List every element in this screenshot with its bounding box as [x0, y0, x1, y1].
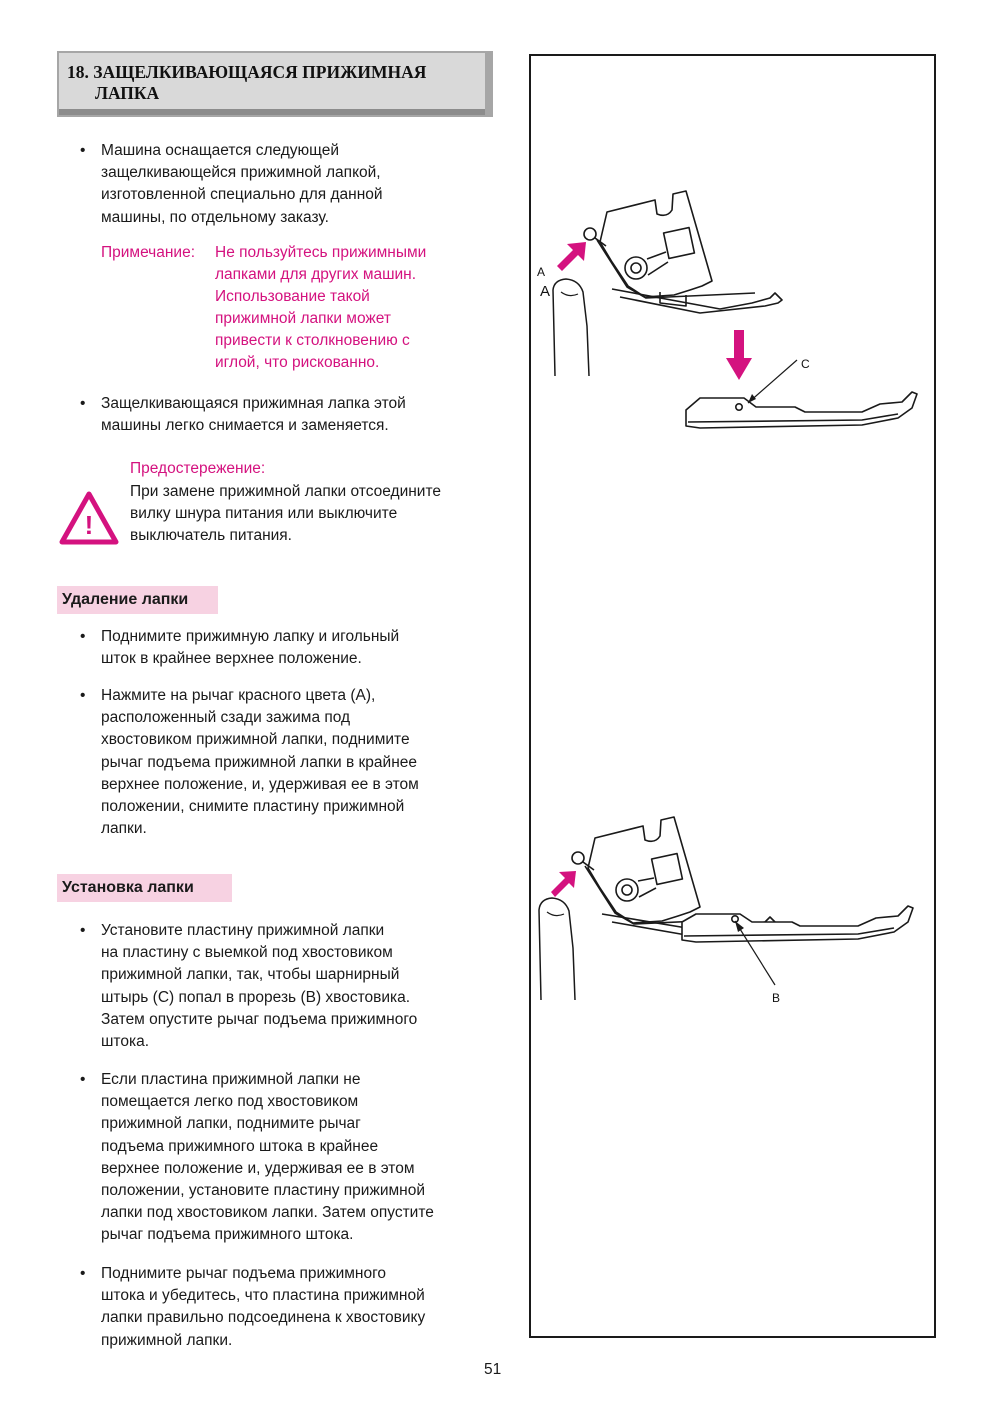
- text-line: штырь (С) попал в прорезь (В) хвостовика.: [101, 988, 411, 1006]
- text-line: Машина оснащается следующей: [101, 142, 340, 159]
- presser-foot-holder-bottom: [585, 817, 777, 936]
- bullet-dot: •: [80, 628, 86, 645]
- removal-heading-text: Удаление лапки: [62, 591, 189, 608]
- presser-foot-plate-top: [686, 392, 917, 428]
- bullet-dot: •: [80, 1071, 86, 1088]
- label-b: B: [772, 991, 781, 1005]
- text-line: При замене прижимной лапки отсоедините: [130, 483, 442, 500]
- text-line: лапки под хвостовиком лапки. Затем опустите: [101, 1204, 434, 1222]
- text-line: Если пластина прижимной лапки не: [101, 1071, 361, 1088]
- text-line: изготовленной специально для данной: [101, 186, 383, 204]
- leader-c: [748, 360, 797, 403]
- text-line: лапки.: [101, 820, 147, 838]
- presser-foot-plate-bottom: [682, 906, 913, 942]
- text-line: машины, по отдельному заказу.: [101, 208, 329, 226]
- bullet-dot: •: [80, 1265, 86, 1282]
- text-line: выключатель питания.: [130, 527, 292, 545]
- text-line: машины легко снимается и заменяется.: [101, 417, 389, 435]
- finger-top: [553, 279, 589, 376]
- page-number: 51: [484, 1361, 502, 1378]
- text-line: Установите пластину прижимной лапки: [101, 922, 385, 939]
- section-title-line2: ЛАПКА: [95, 83, 160, 103]
- text-line: прижимной лапки, поднимите рычаг: [101, 1115, 361, 1133]
- text-line: верхнее положение и, удерживая ее в этом: [101, 1159, 415, 1177]
- install-heading-text: Установка лапки: [62, 879, 194, 896]
- label-a-small: A: [537, 265, 546, 279]
- finger-bottom: [539, 898, 575, 1000]
- text-line: рычаг подъема прижимной лапки в крайнее: [101, 753, 418, 771]
- text-line: прижимной лапки.: [101, 1331, 233, 1349]
- caution-title: Предостережение:: [130, 460, 266, 477]
- text-line: шток в крайнее верхнее положение.: [101, 650, 362, 668]
- text-line: защелкивающейся прижимной лапкой,: [101, 164, 381, 182]
- text-line: Поднимите прижимную лапку и игольный: [101, 628, 400, 645]
- push-arrow-bottom: [551, 871, 576, 897]
- down-arrow: [726, 330, 752, 380]
- text-line: прижимной лапки, так, чтобы шарнирный: [101, 966, 400, 984]
- text-line: помещается легко под хвостовиком: [101, 1093, 359, 1111]
- bullet-dot: •: [80, 395, 86, 412]
- text-line: Нажмите на рычаг красного цвета (А),: [101, 687, 376, 704]
- warning-mark: !: [84, 510, 94, 540]
- label-a-big: A: [540, 283, 551, 300]
- presser-foot-holder-top: [597, 191, 782, 313]
- bullet-dot: •: [80, 142, 86, 159]
- section-title-line1: 18. ЗАЩЕЛКИВАЮЩАЯСЯ ПРИЖИМНАЯ: [67, 62, 427, 82]
- text-line: на пластину с выемкой под хвостовиком: [101, 944, 393, 962]
- text-line: расположенный сзади зажима под: [101, 709, 351, 727]
- text-line: Поднимите рычаг подъема прижимного: [101, 1265, 387, 1282]
- text-line: хвостовиком прижимной лапки, поднимите: [101, 731, 410, 749]
- text-line: штока.: [101, 1033, 150, 1051]
- note-line: Использование такой: [215, 288, 370, 305]
- bullet-dot: •: [80, 687, 86, 704]
- text-line: Затем опустите рычаг подъема прижимного: [101, 1010, 418, 1028]
- push-arrow-top: [557, 242, 586, 271]
- text-line: рычаг подъема прижимного штока.: [101, 1226, 354, 1244]
- note-line: привести к столкновению с: [215, 332, 410, 349]
- text-line: положении, снимите пластину прижимной: [101, 798, 405, 816]
- note-label: Примечание:: [101, 244, 196, 261]
- text-line: положении, установите пластину прижимной: [101, 1182, 425, 1200]
- bullet-dot: •: [80, 922, 86, 939]
- note-line: прижимной лапки может: [215, 310, 391, 327]
- text-line: подъема прижимного штока в крайнее: [101, 1137, 379, 1155]
- text-line: лапки правильно подсоединена к хвостовику: [101, 1309, 426, 1327]
- text-line: штока и убедитесь, что пластина прижимной: [101, 1287, 425, 1305]
- text-line: верхнее положение, и, удерживая ее в этом: [101, 775, 419, 793]
- label-c: C: [801, 357, 810, 371]
- text-line: Защелкивающаяся прижимная лапка этой: [101, 395, 406, 412]
- text-line: вилку шнура питания или выключите: [130, 505, 398, 523]
- note-line: лапками для других машин.: [215, 266, 417, 283]
- note-line: Не пользуйтесь прижимными: [215, 244, 427, 261]
- note-line: иглой, что рискованно.: [215, 354, 380, 371]
